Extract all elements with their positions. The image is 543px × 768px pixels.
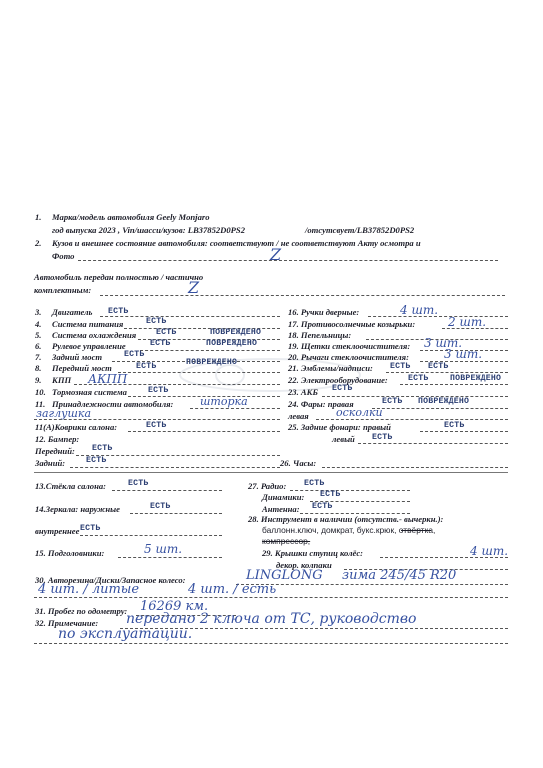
line-14b [80,535,222,536]
line-27 [290,490,410,491]
item-8-num: 8. [35,363,42,373]
item-2-label: Кузов и внешнее состояние автомобиля: соответствуют / не соответствуют Акту осмотра и [52,238,421,248]
item-23-stamp: ЕСТЬ [332,384,353,393]
item-11-handwriting-b: шторка [200,395,248,408]
strike-mark-1: Z [270,245,282,264]
item-10-stamp: ЕСТЬ [148,386,169,395]
item-9-label: КПП [52,375,72,385]
completeness-label: комплектным: [34,285,92,295]
line-30b [34,597,508,598]
item-30-size: зима 245/45 R20 [342,568,457,583]
item-20-label: 20. Рычаги стеклоочистителя: [288,352,409,362]
item-1-year-vin: год выпуска 2023 , Vin/шасси/кузов: LB37852D0PS2 [52,225,245,235]
item-31-handwriting: 16269 км. [140,599,209,614]
item-3-stamp: ЕСТЬ [108,307,129,316]
item-6-label: Рулевое управление [52,341,126,351]
item-20-handwriting: 3 шт. [444,347,483,361]
item-6-stamp: ЕСТЬ [150,339,171,348]
item-27-label: 27. Радио: [248,481,287,491]
item-10-num: 10. [35,387,46,397]
item-11-handwriting: заглушка [36,407,92,420]
item-2-number: 2. [35,238,42,248]
line-23 [322,396,508,397]
line-30 [236,584,508,585]
item-8-damaged: ПОВРЕЖДЕНО [186,358,238,367]
line-11b [34,419,280,420]
item-24-handwriting: осколки [336,406,383,419]
line-11a [128,431,280,432]
item-27-stamp: ЕСТЬ [304,479,325,488]
dynamics-label: Динамики: [262,492,305,502]
item-25-stamp: ЕСТЬ [444,421,465,430]
item-1-label: Марка/модель автомобиля Geely Monjaro [52,212,210,222]
item-32-handwriting-2: по эксплуатации. [58,626,193,642]
item-24-stamp: ЕСТЬ [382,397,403,406]
item-29-caps: декор. колпаки [276,560,332,570]
item-4-label: Система питания [52,319,124,329]
item-23-label: 23. АКБ [288,387,318,397]
item-6-damaged: ПОВРЕЖДЕНО [206,339,258,348]
item-28-label: 28. Инструмент в наличии (отсутств.- вычеркн.): [248,514,444,524]
item-16-handwriting: 4 шт. [400,303,439,317]
mirror-inner-stamp: ЕСТЬ [80,524,101,533]
completeness-line [100,295,505,296]
watermark-logo [170,355,370,395]
item-11-label: Принадлежности автомобиля: [52,399,174,409]
item-32-handwriting: передано 2 ключа от ТС, руководство [126,611,417,627]
line-29 [380,557,508,558]
item-1-vin-alt: /отсутсвует/LB37852D0PS2 [305,225,415,235]
item-26-label: 26. Часы: [280,458,317,468]
line-front [76,455,280,456]
item-3-label: Двигатель [52,307,93,317]
item-15-handwriting: 5 шт. [144,542,183,556]
item-25-left-label: левый [332,434,355,444]
item-14-stamp: ЕСТЬ [150,502,171,511]
item-25-label: 25. Задние фонари: правый [288,422,391,432]
line-22 [400,384,508,385]
handed-over-label: Автомобиль передан полностью / частично [34,272,204,282]
item-22-damaged: ПОВРЕЖДЕНО [450,374,502,383]
line-25b [358,443,508,444]
item-30-spare: 4 шт. / есть [188,582,277,597]
item-7-label: Задний мост [52,352,103,362]
line-32b [34,643,508,644]
antenna-label: Антенна: [262,504,300,514]
item-30-rims: 4 шт. / литые [38,582,140,597]
line-6 [140,350,280,351]
line-26 [322,467,508,468]
dynamics-stamp: ЕСТЬ [320,490,341,499]
item-17-handwriting: 2 шт. [448,315,487,329]
item-29-label: 29. Крышки ступиц колёс: [262,548,364,558]
section-divider [34,472,508,473]
mirror-inner-label: внутреннее [35,526,80,536]
item-9-handwriting: АКПП [88,372,128,386]
item-30-brand: LINGLONG [246,568,323,583]
item-9-num: 9. [35,375,42,385]
line-25 [420,431,508,432]
line-rear [70,467,280,468]
item-24-damaged: ПОВРЕЖДЕНО [418,397,470,406]
line-21 [386,372,508,373]
item-31-label: 31. Пробег по одометру: [35,606,128,616]
item-24-label: 24. Фары: правая [288,399,354,409]
line-14 [130,513,222,514]
item-21-stamp-2: ЕСТЬ [428,362,449,371]
item-7-num: 7. [35,352,42,362]
item-16-label: 16. Ручки дверные: [288,307,360,317]
item-22-label: 22. Электрооборудование: [288,375,388,385]
item-21-label: 21. Эмблемы/надписи: [288,363,373,373]
item-21-stamp: ЕСТЬ [390,362,411,371]
item-15-label: 15. Подголовники: [35,548,105,558]
item-25-left-stamp: ЕСТЬ [372,433,393,442]
item-29-handwriting: 4 шт. [470,544,509,558]
line-16 [368,316,508,317]
item-28-tools: баллонн.ключ, домкрат, букс.крюк, отвёртка, [262,525,436,535]
item-4-stamp: ЕСТЬ [146,317,167,326]
item-32-label: 32. Примечание: [35,618,99,628]
item-12-label: 12. Бампер: [35,434,80,444]
item-7-stamp: ЕСТЬ [124,350,145,359]
item-13-stamp: ЕСТЬ [128,479,149,488]
item-24-left-label: левая [288,411,309,421]
bumper-rear-label: Задний: [35,458,66,468]
item-5-damaged: ПОВРЕЖДЕНО [210,328,262,337]
item-11a-stamp: ЕСТЬ [146,421,167,430]
item-5-stamp: ЕСТЬ [156,328,177,337]
item-5-label: Система охлаждения [52,330,137,340]
bumper-front-label: Передний: [35,446,75,456]
line-11 [190,408,280,409]
tool-strikethrough [401,530,431,531]
item-3-num: 3. [35,307,42,317]
line-13 [112,490,222,491]
item-19-handwriting: 3 шт. [424,336,463,350]
item-11a-label: 11(А)Коврики салона: [35,422,118,432]
item-10-label: Тормозная система [52,387,127,397]
item-14-label: 14.Зеркала: наружные [35,504,120,514]
bumper-rear-stamp: ЕСТЬ [86,456,107,465]
item-17-label: 17. Противосолнечные козырьки: [288,319,416,329]
line-17 [442,328,508,329]
item-6-num: 6. [35,341,42,351]
line-15 [118,557,222,558]
item-30-label: 30. Авторезина/Диски/Запасное колесо: [35,575,186,585]
photo-line [78,260,498,261]
item-8-stamp: ЕСТЬ [136,362,157,371]
item-18-label: 18. Пепельницы: [288,330,352,340]
item-19-label: 19. Щетки стеклоочистителя: [288,341,411,351]
item-11-num: 11. [35,399,46,409]
item-4-num: 4. [35,319,42,329]
item-5-num: 5. [35,330,42,340]
line-24 [372,408,508,409]
item-1-number: 1. [35,212,42,222]
strike-mark-2: Z [188,278,200,297]
line-3 [100,316,280,317]
bumper-front-stamp: ЕСТЬ [92,444,113,453]
item-2-photo: Фото [52,251,75,261]
item-13-label: 13.Стёкла салона: [35,481,107,491]
item-28-compressor: компрессор, [262,536,311,546]
antenna-stamp: ЕСТЬ [312,502,333,511]
item-22-stamp: ЕСТЬ [408,374,429,383]
line-24b [316,419,508,420]
item-8-label: Передний мост [52,363,112,373]
